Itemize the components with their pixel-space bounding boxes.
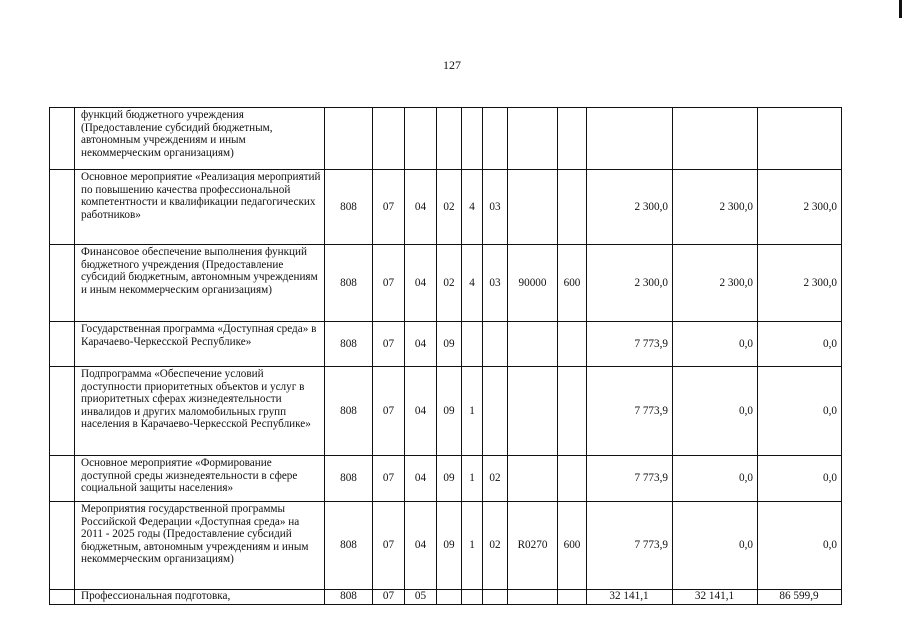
item-name: Государственная программа «Доступная среда» в Карачаево-Черкесской Республике» [75,322,325,367]
program-code: 09 [437,502,462,590]
item-name: функций бюджетного учреждения (Предоставление субсидий бюджетным, автономным учреждениям и иным некоммерческим организациям) [75,108,325,170]
subprogram-code [462,590,483,605]
ved-code: 808 [325,245,373,322]
program-code: 02 [437,170,462,245]
section-code: 07 [373,502,405,590]
ved-code: 808 [325,456,373,502]
subsection-code: 05 [405,590,437,605]
amount-year-2: 32 141,1 [673,590,758,605]
section-code [373,108,405,170]
expense-type-code [558,367,587,456]
activity-code [483,590,508,605]
activity-code [483,108,508,170]
activity-code: 03 [483,170,508,245]
subsection-code: 04 [405,245,437,322]
item-name: Мероприятия государственной программы Российской Федерации «Доступная среда» на 2011 - 2025 годы (Предоставление субсидий бюджетным, автономным учреждениям и иным некоммерческим организациям) [75,502,325,590]
direction-code: 90000 [508,245,558,322]
amount-year-3: 2 300,0 [758,170,842,245]
amount-year-1: 7 773,9 [587,367,673,456]
expense-type-code [558,322,587,367]
table-row [50,502,842,590]
program-code [437,590,462,605]
item-name: Основное мероприятие «Формирование доступной среды жизнедеятельности в сфере социальной защиты населения» [75,456,325,502]
item-name: Основное мероприятие «Реализация мероприятий по повышению качества профессиональной компетентности и квалификации педагогических работников» [75,170,325,245]
direction-code: R0270 [508,502,558,590]
ved-code: 808 [325,367,373,456]
subprogram-code: 1 [462,456,483,502]
ved-code: 808 [325,322,373,367]
amount-year-1: 7 773,9 [587,322,673,367]
section-code: 07 [373,456,405,502]
margin-mark [899,0,902,18]
ved-code: 808 [325,590,373,605]
blank-cell [50,502,75,590]
activity-code [483,322,508,367]
table-row [50,170,842,245]
activity-code [483,367,508,456]
blank-cell [50,367,75,456]
amount-year-1: 32 141,1 [587,590,673,605]
blank-cell [50,170,75,245]
table-row [50,367,842,456]
page-number: 127 [443,58,461,72]
activity-code: 02 [483,502,508,590]
blank-cell [50,108,75,170]
amount-year-1: 7 773,9 [587,456,673,502]
amount-year-2 [673,108,758,170]
direction-code [508,367,558,456]
subprogram-code [462,322,483,367]
amount-year-2: 0,0 [673,367,758,456]
blank-cell [50,245,75,322]
table-row [50,108,842,170]
section-code: 07 [373,170,405,245]
table-row [50,245,842,322]
ved-code: 808 [325,170,373,245]
amount-year-2: 0,0 [673,502,758,590]
subsection-code: 04 [405,456,437,502]
table-row [50,322,842,367]
amount-year-3: 0,0 [758,367,842,456]
item-name: Профессиональная подготовка, [75,590,325,605]
amount-year-3: 0,0 [758,322,842,367]
program-code: 09 [437,456,462,502]
item-name: Финансовое обеспечение выполнения функций бюджетного учреждения (Предоставление субсидий бюджетным, автономным учреждениям и иным некоммерческим организациям) [75,245,325,322]
subprogram-code: 1 [462,502,483,590]
activity-code: 03 [483,245,508,322]
expense-type-code [558,456,587,502]
section-code: 07 [373,590,405,605]
program-code [437,108,462,170]
subprogram-code: 4 [462,245,483,322]
amount-year-2: 0,0 [673,322,758,367]
ved-code [325,108,373,170]
expense-type-code [558,170,587,245]
subsection-code: 04 [405,170,437,245]
amount-year-2: 2 300,0 [673,170,758,245]
amount-year-2: 2 300,0 [673,245,758,322]
program-code: 02 [437,245,462,322]
table-row [50,456,842,502]
blank-cell [50,322,75,367]
subsection-code: 04 [405,502,437,590]
amount-year-2: 0,0 [673,456,758,502]
amount-year-1: 7 773,9 [587,502,673,590]
expense-type-code: 600 [558,502,587,590]
amount-year-3: 0,0 [758,456,842,502]
subprogram-code: 4 [462,170,483,245]
amount-year-3: 2 300,0 [758,245,842,322]
section-code: 07 [373,245,405,322]
budget-table [49,107,842,605]
item-name: Подпрограмма «Обеспечение условий доступности приоритетных объектов и услуг в приоритетных сферах жизнедеятельности инвалидов и других маломобильных групп населения в Карачаево-Черкесской Республике» [75,367,325,456]
blank-cell [50,590,75,605]
subprogram-code: 1 [462,367,483,456]
direction-code [508,108,558,170]
subprogram-code [462,108,483,170]
amount-year-3 [758,108,842,170]
direction-code [508,590,558,605]
direction-code [508,456,558,502]
direction-code [508,322,558,367]
blank-cell [50,456,75,502]
section-code: 07 [373,322,405,367]
activity-code: 02 [483,456,508,502]
amount-year-1: 2 300,0 [587,170,673,245]
ved-code: 808 [325,502,373,590]
subsection-code: 04 [405,322,437,367]
section-code: 07 [373,367,405,456]
amount-year-3: 86 599,9 [758,590,842,605]
direction-code [508,170,558,245]
expense-type-code: 600 [558,245,587,322]
amount-year-3: 0,0 [758,502,842,590]
subsection-code: 04 [405,367,437,456]
program-code: 09 [437,367,462,456]
expense-type-code [558,108,587,170]
amount-year-1: 2 300,0 [587,245,673,322]
subsection-code [405,108,437,170]
amount-year-1 [587,108,673,170]
expense-type-code [558,590,587,605]
program-code: 09 [437,322,462,367]
table-row [50,590,842,605]
